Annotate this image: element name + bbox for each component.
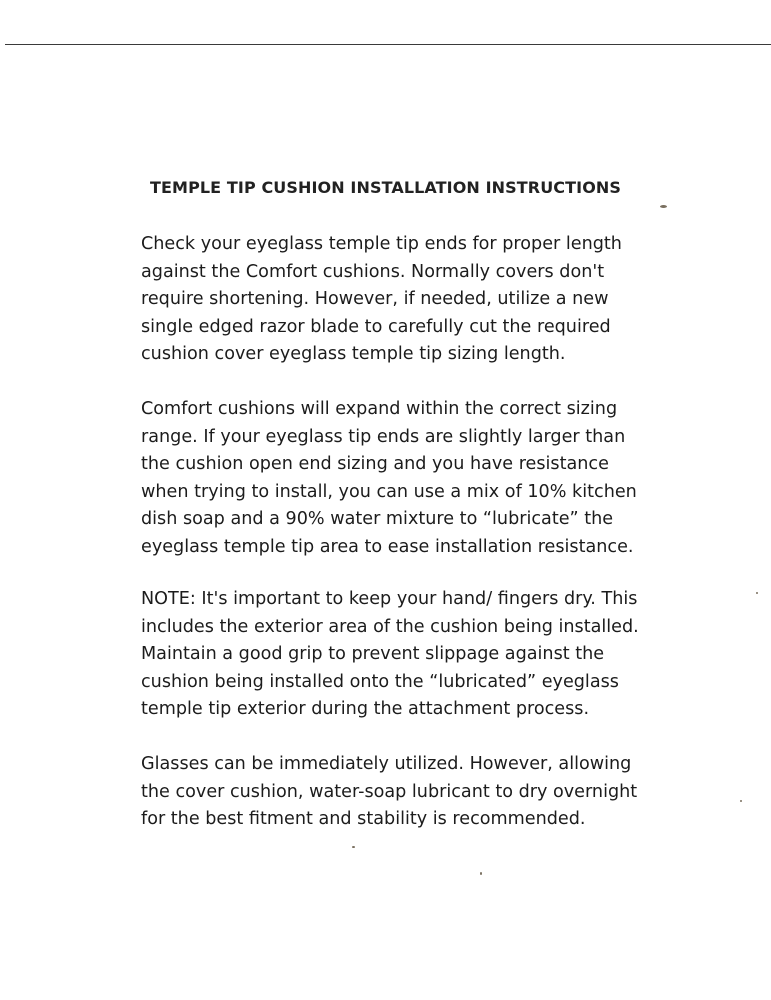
scan-speck	[660, 205, 667, 208]
paragraph-line: eyeglass temple tip area to ease installation resistance.	[141, 536, 634, 557]
paragraph-line: for the best fitment and stability is recommended.	[141, 809, 586, 829]
paragraph-line: cushion cover eyeglass temple tip sizing length.	[141, 344, 566, 364]
paragraph-length-check	[141, 231, 701, 369]
scan-speck	[740, 800, 742, 802]
paragraph-line: NOTE: It's important to keep your hand/ fingers dry. This	[141, 589, 638, 609]
paragraph-note	[141, 586, 701, 724]
paragraph-line: temple tip exterior during the attachment process.	[141, 699, 590, 719]
paragraph-line: Check your eyeglass temple tip ends for proper length	[141, 234, 622, 254]
scan-speck	[756, 592, 758, 594]
paragraph-line: Glasses can be immediately utilized. However, allowing	[141, 754, 632, 774]
paragraph-usage	[141, 751, 701, 834]
paragraph-line: range. If your eyeglass tip ends are slightly larger than	[141, 426, 626, 447]
scan-speck	[480, 872, 482, 875]
paragraph-line: cushion being installed onto the “lubricated” eyeglass	[141, 671, 619, 692]
paragraph-line: Maintain a good grip to prevent slippage against the	[141, 644, 605, 664]
paragraph-line: the cover cushion, water-soap lubricant to dry overnight	[141, 781, 638, 802]
paragraph-line: includes the exterior area of the cushion being installed.	[141, 616, 639, 637]
top-rule-line	[5, 44, 771, 45]
paragraph-line: dish soap and a 90% water mixture to “lubricate” the	[141, 509, 614, 529]
paragraph-line: require shortening. However, if needed, utilize a new	[141, 289, 609, 309]
paragraph-line: the cushion open end sizing and you have resistance	[141, 454, 609, 474]
paragraph-line: when trying to install, you can use a mix of 10% kitchen	[141, 481, 637, 502]
scan-speck	[352, 846, 355, 848]
paragraph-expansion	[141, 396, 701, 561]
paragraph-line: Comfort cushions will expand within the correct sizing	[141, 399, 618, 419]
paragraph-line: against the Comfort cushions. Normally covers don't	[141, 261, 605, 282]
document-title: TEMPLE TIP CUSHION INSTALLATION INSTRUCTIONS	[150, 178, 622, 197]
paragraph-line: single edged razor blade to carefully cut the required	[141, 316, 611, 337]
